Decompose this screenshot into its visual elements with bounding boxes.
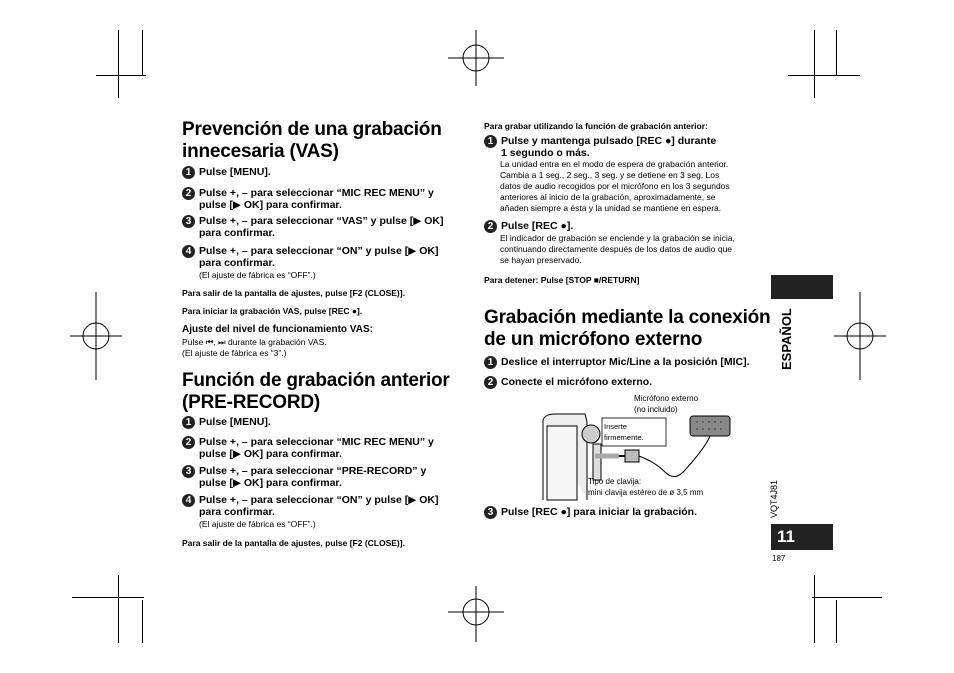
pre-step-4: 4 Pulse +, – para seleccionar “ON” y pulse [▶ OK] para confirmar. bbox=[182, 494, 472, 518]
fig-plug-label: Tipo de clavija: mini clavija estéreo de ø 3,5 mm bbox=[588, 477, 704, 497]
pre-use-step-2: 2 Pulse [REC ●]. bbox=[484, 220, 774, 232]
language-tab bbox=[779, 308, 803, 394]
page-number-small: 187 bbox=[772, 554, 786, 563]
ext-step-2: 2 Conecte el micrófono externo. bbox=[484, 376, 774, 388]
pre-step-3: 3 Pulse +, – para seleccionar “PRE-RECORD” y pulse [▶ OK] para confirmar. bbox=[182, 465, 472, 489]
vas-step-1: 1 Pulse [MENU]. bbox=[182, 166, 472, 178]
side-tab-top bbox=[771, 275, 833, 299]
fig-insert-label: Inserte firmemente. bbox=[604, 422, 644, 442]
ext-step-1: 1 Deslice el interruptor Mic/Line a la posición [MIC]. bbox=[484, 356, 774, 368]
ext-step-3: 3 Pulse [REC ●] para iniciar la grabación. bbox=[484, 506, 774, 518]
pre-use-step-1-note: La unidad entra en el modo de espera de grabación anterior. Cambia a 1 seg., 2 seg., 3 seg. y se detiene en 3 seg. Los datos de audio recogidos por el micrófono en los 3 segundos anteriores al inicio de la grabación, aproximadamente, se añaden siempre a ésta y la unidad se mantiene en espera. bbox=[500, 159, 730, 213]
pre-default-note: (El ajuste de fábrica es “OFF”.) bbox=[199, 519, 316, 529]
pre-use-title: Para grabar utilizando la función de grabación anterior: bbox=[484, 121, 708, 131]
vas-default-note: (El ajuste de fábrica es “OFF”.) bbox=[199, 270, 316, 280]
language-label: ESPAÑOL bbox=[779, 308, 794, 370]
pre-step-2: 2 Pulse +, – para seleccionar “MIC REC MENU” y pulse [▶ OK] para confirmar. bbox=[182, 436, 472, 460]
stop-note: Para detener: Pulse [STOP ■/RETURN] bbox=[484, 275, 640, 285]
vas-exit-note: Para salir de la pantalla de ajustes, pulse [F2 (CLOSE)]. bbox=[182, 288, 405, 298]
pre-exit-note: Para salir de la pantalla de ajustes, pulse [F2 (CLOSE)]. bbox=[182, 538, 405, 548]
vas-adjust-text: Pulse ⏮, ⏭ durante la grabación VAS. (El ajuste de fábrica es “3”.) bbox=[182, 337, 327, 358]
fig-mic-label: Micrófono externo (no incluido) bbox=[634, 394, 699, 414]
pre-record-title: Función de grabación anterior (PRE-RECORD) bbox=[182, 370, 450, 413]
vas-title: Prevención de una grabación innecesaria (VAS) bbox=[182, 119, 442, 162]
pre-use-step-2-note: El indicador de grabación se enciende y la grabación se inicia, continuando directamente después de los datos de audio que se hayan preservado. bbox=[500, 233, 735, 265]
vas-adjust-title: Ajuste del nivel de funcionamiento VAS: bbox=[182, 324, 373, 335]
pre-step-1: 1 Pulse [MENU]. bbox=[182, 416, 472, 428]
external-mic-title: Grabación mediante la conexión de un micrófono externo bbox=[484, 307, 771, 350]
vas-step-4: 4 Pulse +, – para seleccionar “ON” y pulse [▶ OK] para confirmar. bbox=[182, 245, 472, 269]
vas-start-note: Para iniciar la grabación VAS, pulse [REC ●]. bbox=[182, 306, 363, 316]
vas-step-2: 2 Pulse +, – para seleccionar “MIC REC MENU” y pulse [▶ OK] para confirmar. bbox=[182, 187, 472, 211]
page-number-badge: 11 bbox=[771, 524, 833, 550]
pre-use-step-1: 1 Pulse y mantenga pulsado [REC ●] durante 1 segundo o más. bbox=[484, 135, 774, 159]
vas-step-3: 3 Pulse +, – para seleccionar “VAS” y pulse [▶ OK] para confirmar. bbox=[182, 215, 472, 239]
